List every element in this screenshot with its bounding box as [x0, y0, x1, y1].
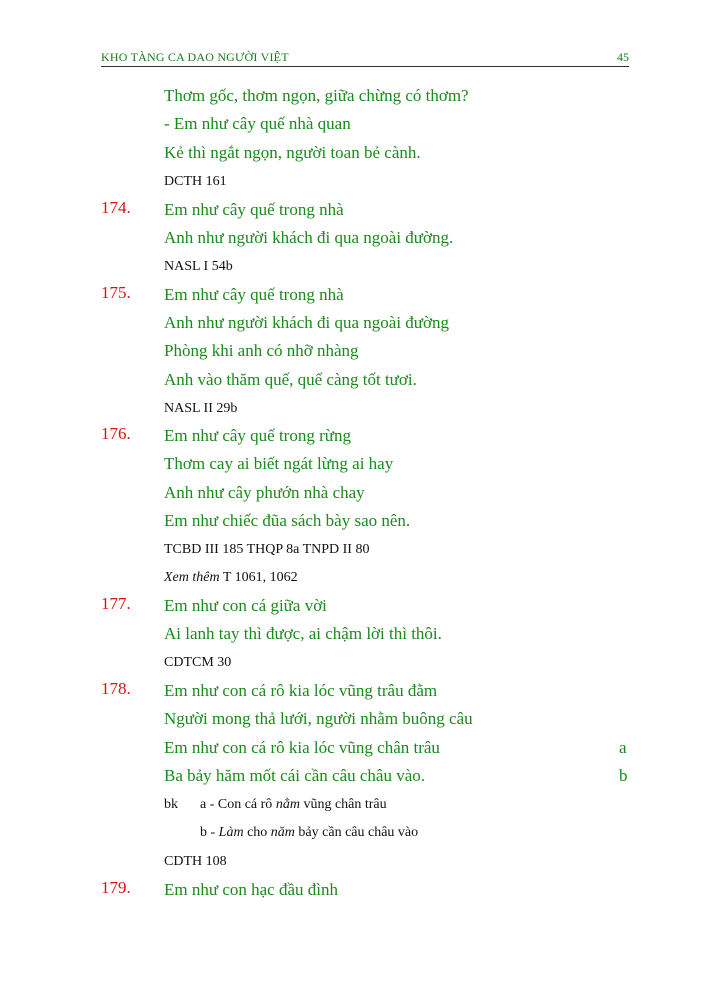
poem-number: 174. [101, 198, 131, 217]
source-line [0, 397, 702, 419]
page-number: 45 [617, 50, 629, 64]
verse-line [0, 679, 702, 701]
poem-number: 179. [101, 878, 131, 897]
verse-text: Em như con cá rô kia lóc vũng chân trâu [164, 738, 440, 757]
source-reference [164, 655, 231, 671]
see-also-label: Xem thêm [164, 570, 220, 585]
source-reference [164, 570, 298, 586]
verse-text: Người mong thả lưới, người nhằm buông câu [164, 709, 473, 728]
verse-text: Thơm gốc, thơm ngọn, giữa chừng có thơm? [164, 86, 469, 105]
variant-italic: năm [270, 825, 295, 840]
verse-line [0, 509, 702, 531]
source-reference [164, 854, 227, 870]
verse-line [0, 141, 702, 163]
variant-middle: cho [243, 825, 271, 840]
source-text: CDTH 108 [164, 854, 227, 869]
verse-line [0, 452, 702, 474]
verse-line [0, 339, 702, 361]
verse-text: Em như cây quế trong rừng [164, 426, 351, 445]
verse-line [0, 481, 702, 503]
verse-text: Anh như cây phướn nhà chay [164, 483, 365, 502]
source-text: TCBD III 185 THQP 8a TNPD II 80 [164, 542, 370, 557]
poem-number: 177. [101, 594, 131, 613]
verse-text: Em như con hạc đầu đình [164, 880, 338, 899]
verse-line [0, 424, 702, 446]
verse-line [0, 283, 702, 305]
source-line [0, 538, 702, 560]
verse-text: Ai lanh tay thì được, ai chậm lời thì thôi. [164, 624, 442, 643]
verse-line [0, 84, 702, 106]
verse-text: Em như con cá giữa vời [164, 596, 327, 615]
variant-suffix: bảy cần câu châu vào [294, 825, 419, 840]
verse-line [0, 764, 702, 786]
source-text: DCTH 161 [164, 174, 227, 189]
variant-mark: a [619, 738, 627, 757]
verse-text: Anh vào thăm quế, quế càng tốt tươi. [164, 370, 417, 389]
source-reference [164, 174, 227, 190]
poem-number: 176. [101, 424, 131, 443]
verse-line [0, 311, 702, 333]
source-text: CDTCM 30 [164, 655, 232, 670]
verse-line [0, 878, 702, 900]
verse-line [0, 594, 702, 616]
verse-line [0, 112, 702, 134]
source-line [0, 651, 702, 673]
poem-number: 175. [101, 283, 131, 302]
page-header [101, 50, 629, 67]
note-line [0, 821, 702, 843]
verse-line [0, 707, 702, 729]
source-line [0, 566, 702, 588]
source-line [0, 170, 702, 192]
source-text: T 1061, 1062 [219, 570, 298, 585]
variant-text [200, 825, 418, 841]
source-reference [164, 542, 369, 558]
note-line [0, 793, 702, 815]
variant-prefix: b - [200, 825, 219, 840]
verse-text: Em như cây quế trong nhà [164, 285, 344, 304]
book-title: KHO TÀNG CA DAO NGƯỜI VIỆT [101, 50, 289, 64]
verse-text: Thơm cay ai biết ngát lừng ai hay [164, 454, 394, 473]
verse-text: Em như con cá rô kia lóc vũng trâu đằm [164, 681, 438, 700]
verse-line [0, 368, 702, 390]
variant-italic: Làm [218, 825, 244, 840]
verse-text: Em như cây quế trong nhà [164, 200, 344, 219]
variant-text [200, 797, 387, 813]
verse-text: Phòng khi anh có nhỡ nhàng [164, 341, 359, 360]
verse-text: - Em như cây quế nhà quan [164, 114, 351, 133]
verse-line [0, 198, 702, 220]
variant-suffix: vũng chân trâu [299, 797, 387, 812]
variant-prefix: a - Con cá rô [200, 797, 276, 812]
source-line [0, 255, 702, 277]
source-text: NASL I 54b [164, 259, 233, 274]
verse-text: Em như chiếc đũa sách bày sao nên. [164, 511, 411, 530]
verse-line [0, 226, 702, 248]
verse-text: Ba bảy hăm mốt cái cần câu châu vào. [164, 766, 426, 785]
verse-text: Anh như người khách đi qua ngoài đường [164, 313, 449, 332]
verse-line [0, 622, 702, 644]
variant-label: bk [164, 797, 178, 812]
source-line [0, 850, 702, 872]
source-reference [164, 401, 237, 417]
verse-text: Anh như người khách đi qua ngoài đường. [164, 228, 454, 247]
verse-line [0, 736, 702, 758]
source-text: NASL II 29b [164, 401, 238, 416]
verse-text: Kẻ thì ngắt ngọn, người toan bẻ cành. [164, 143, 421, 162]
variant-italic: nằm [275, 797, 300, 812]
source-reference [164, 259, 233, 275]
poem-number: 178. [101, 679, 131, 698]
variant-mark: b [619, 766, 628, 785]
